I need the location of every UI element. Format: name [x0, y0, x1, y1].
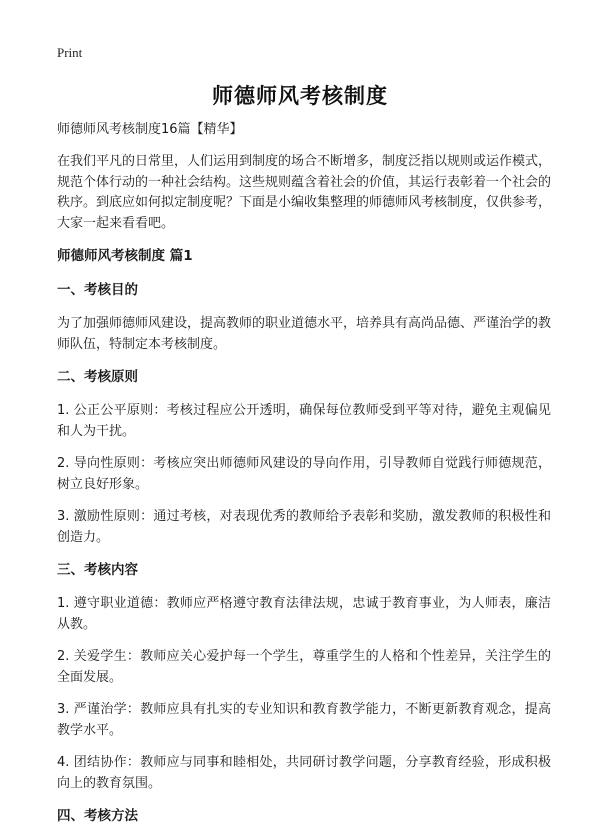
section-paragraph: 1. 公正公平原则：考核过程应公开透明，确保每位教师受到平等对待，避免主观偏见和人为干扰。 [57, 403, 551, 439]
intro-paragraph: 在我们平凡的日常里，人们运用到制度的场合不断增多，制度泛指以规则或运作模式，规范个体行动的一种社会结构。这些规则蕴含着社会的价值，其运行表彰着一个社会的秩序。到底应如何拟定制度呢？下面是小编收集整理的师德师风考核制度，仅供参考，大家一起来看看吧。 [57, 154, 552, 231]
section-paragraph: 2. 导向性原则：考核应突出师德师风建设的导向作用，引导教师自觉践行师德规范，树立良好形象。 [57, 456, 551, 492]
document-subtitle: 师德师风考核制度16篇【精华】 [57, 122, 243, 137]
section-heading: 一、考核目的 [57, 282, 138, 298]
section-paragraph: 3. 严谨治学：教师应具有扎实的专业知识和教育教学能力，不断更新教育观念，提高教学水平。 [57, 702, 551, 738]
section-paragraph: 2. 关爱学生：教师应关心爱护每一个学生，尊重学生的人格和个性差异，关注学生的全面发展。 [57, 649, 551, 685]
section-paragraph: 1. 遵守职业道德：教师应严格遵守教育法律法规，忠诚于教育事业，为人师表，廉洁从教。 [57, 596, 551, 632]
print-label: Print [57, 45, 83, 60]
section-heading: 二、考核原则 [57, 369, 138, 385]
section-paragraph: 4. 团结协作：教师应与同事和睦相处，共同研讨教学问题，分享教育经验，形成积极向上的教育氛围。 [57, 755, 551, 791]
page-title: 师德师风考核制度 [212, 84, 388, 108]
section-paragraph: 为了加强师德师风建设，提高教师的职业道德水平，培养具有高尚品德、严谨治学的教师队伍，特制定本考核制度。 [57, 316, 552, 352]
document-body [57, 120, 551, 840]
article-heading: 师德师风考核制度 篇1 [57, 248, 193, 264]
section-heading: 四、考核方法 [57, 808, 138, 824]
section-heading: 三、考核内容 [57, 562, 138, 578]
section-paragraph: 3. 激励性原则：通过考核，对表现优秀的教师给予表彰和奖励，激发教师的积极性和创造力。 [57, 509, 551, 545]
